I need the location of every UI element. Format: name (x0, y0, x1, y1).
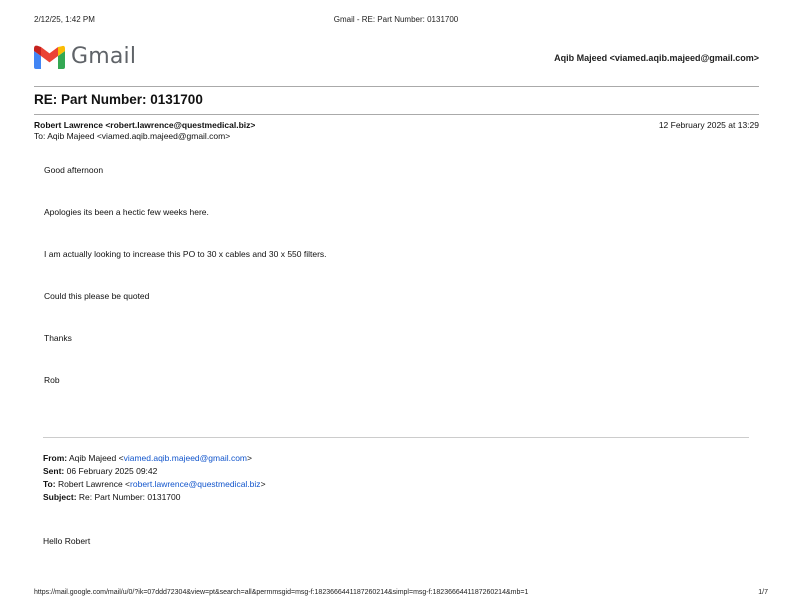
quoted-to-label: To: (43, 479, 56, 489)
print-datetime: 2/12/25, 1:42 PM (34, 15, 95, 24)
body-paragraph: I am actually looking to increase this PO to 30 x cables and 30 x 550 filters. (44, 249, 327, 259)
gmail-logo[interactable] (34, 44, 136, 69)
gmail-logo-icon (34, 45, 65, 69)
quote-divider (43, 437, 749, 438)
quoted-from-name: Aqib Majeed < (69, 453, 124, 463)
sender: Robert Lawrence <robert.lawrence@questmedical.biz> (34, 120, 256, 130)
body-paragraph: Good afternoon (44, 165, 104, 175)
quoted-to: To: Robert Lawrence <robert.lawrence@questmedical.biz> (43, 479, 266, 489)
quoted-sent (43, 465, 157, 478)
quoted-subject-value: Re: Part Number: 0131700 (78, 492, 181, 502)
quoted-to-email-link[interactable]: robert.lawrence@questmedical.biz (130, 479, 261, 489)
email-subject: RE: Part Number: 0131700 (34, 92, 203, 107)
quoted-sent-value: 06 February 2025 09:42 (66, 466, 158, 476)
page-number: 1/7 (758, 589, 768, 596)
signature: Rob (44, 375, 60, 385)
header-rule (34, 86, 759, 87)
subject-rule (34, 114, 759, 115)
body-paragraph: Thanks (44, 333, 72, 343)
quoted-from: From: Aqib Majeed <viamed.aqib.majeed@gmail.com> (43, 453, 252, 463)
quoted-subject-label: Subject: (43, 492, 77, 502)
recipient: To: Aqib Majeed <viamed.aqib.majeed@gmail.com> (34, 131, 231, 141)
quoted-sent-label: Sent: (43, 466, 65, 476)
quoted-from-label: From: (43, 453, 68, 463)
body-paragraph: Apologies its been a hectic few weeks here. (44, 207, 209, 217)
quoted-to-name: Robert Lawrence < (57, 479, 131, 489)
footer-url: https://mail.google.com/mail/u/0/?ik=07ddd72304&view=pt&search=all&permmsgid=msg-f:1823666441187260214&simpl=msg-f:1823666441187260214&mb=1 (34, 589, 529, 596)
quoted-from-email-link[interactable]: viamed.aqib.majeed@gmail.com (123, 453, 248, 463)
sent-date: 12 February 2025 at 13:29 (658, 120, 759, 130)
print-title: Gmail - RE: Part Number: 0131700 (333, 15, 459, 24)
quoted-subject (43, 491, 181, 504)
quoted-greeting: Hello Robert (43, 536, 91, 546)
account-identity: Aqib Majeed <viamed.aqib.majeed@gmail.com> (554, 53, 759, 63)
body-paragraph: Could this please be quoted (44, 291, 150, 301)
gmail-wordmark: Gmail (71, 44, 137, 69)
